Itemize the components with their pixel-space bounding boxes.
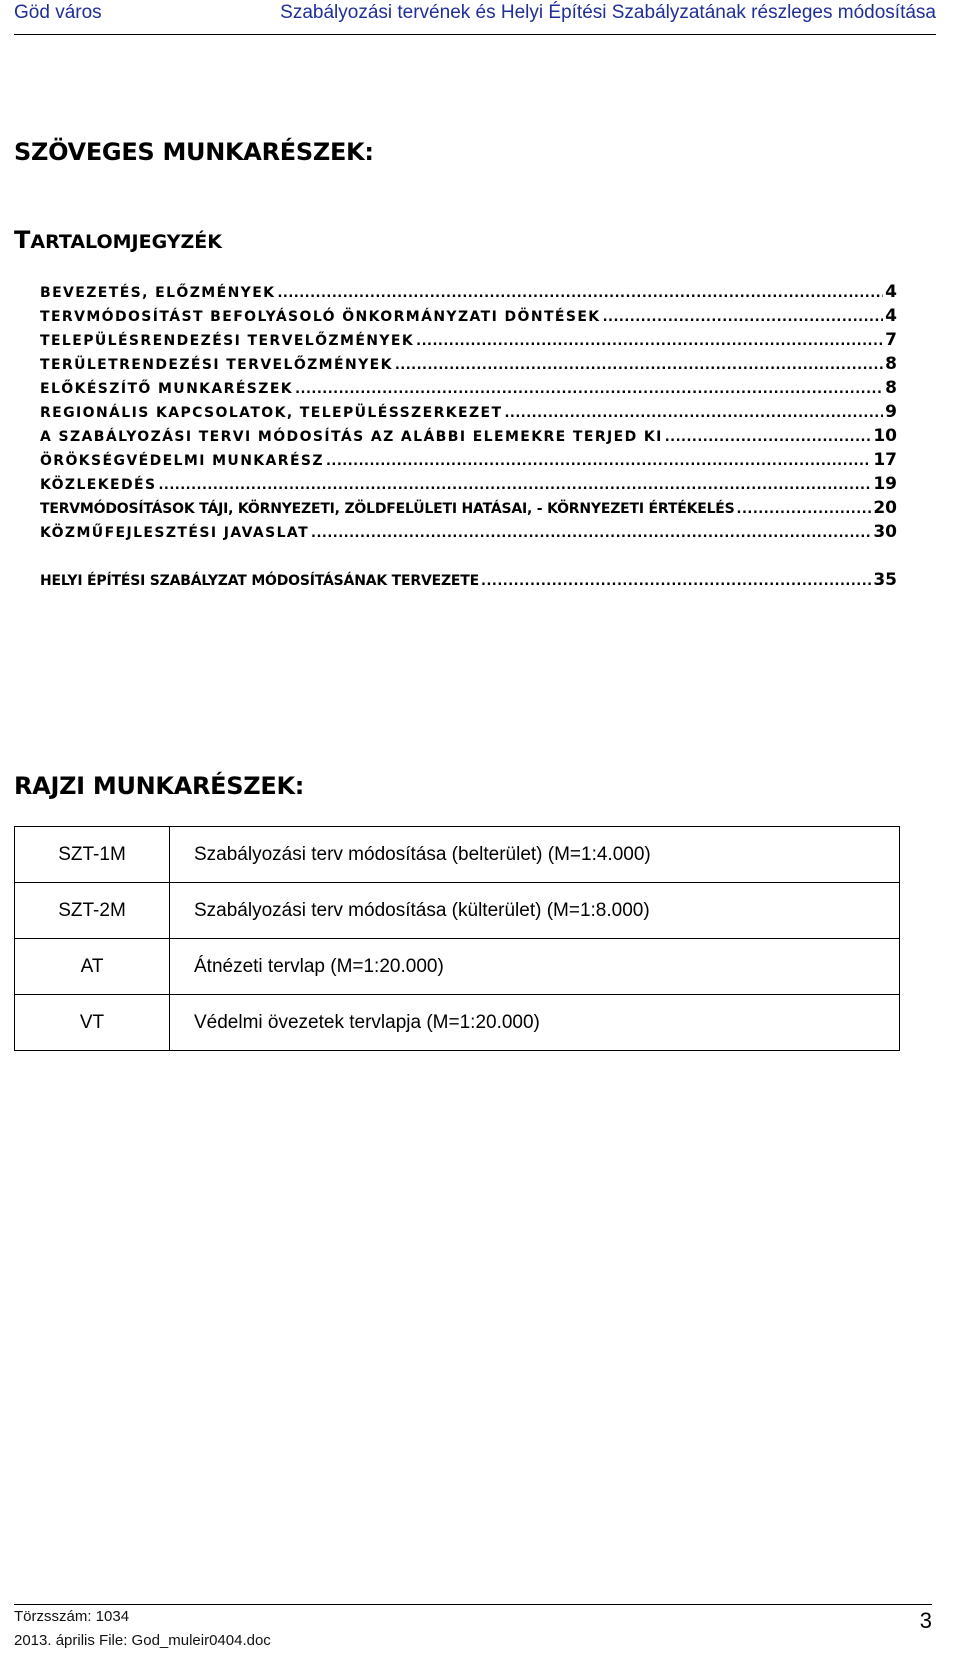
- drawing-row: [15, 995, 900, 1051]
- page-header: [14, 0, 936, 35]
- toc-entry-page: 9: [885, 402, 897, 422]
- toc-entry[interactable]: [40, 330, 897, 354]
- toc-entry-title: ÖRÖKSÉGVÉDELMI MUNKARÉSZ: [40, 453, 324, 469]
- footer-date-file: 2013. április File: God_muleir0404.doc: [14, 1632, 271, 1649]
- toc-dot-leader: [665, 430, 872, 445]
- toc-entry-title: A SZABÁLYOZÁSI TERVI MÓDOSÍTÁS AZ ALÁBBI ELEMEKRE TERJED KI: [40, 429, 663, 445]
- footer-registry-number: Törzsszám: 1034: [14, 1608, 130, 1625]
- drawing-code: AT: [15, 939, 170, 995]
- toc-dot-leader: [737, 502, 872, 517]
- toc-heading-initial: T: [14, 226, 31, 254]
- toc-entry-title: TERVMÓDOSÍTÁST BEFOLYÁSOLÓ ÖNKORMÁNYZATI DÖNTÉSEK: [40, 309, 601, 325]
- toc-entry[interactable]: [40, 570, 897, 594]
- toc-entry-page: 30: [873, 522, 897, 542]
- toc-entry-page: 4: [885, 282, 897, 302]
- drawing-code: SZT-2M: [15, 883, 170, 939]
- toc-entry-title: KÖZMŰFEJLESZTÉSI JAVASLAT: [40, 525, 310, 541]
- toc-entry[interactable]: [40, 522, 897, 546]
- toc-entry[interactable]: [40, 474, 897, 498]
- toc-entry[interactable]: [40, 426, 897, 450]
- drawing-code: SZT-1M: [15, 827, 170, 883]
- toc-entry-page: 8: [885, 378, 897, 398]
- toc-entry-page: 10: [873, 426, 897, 446]
- drawing-row: [15, 939, 900, 995]
- toc-entry-page: 7: [885, 330, 897, 350]
- toc-entry[interactable]: [40, 306, 897, 330]
- toc-entry-title: TELEPÜLÉSRENDEZÉSI TERVELŐZMÉNYEK: [40, 333, 415, 349]
- drawing-description: Védelmi övezetek tervlapja (M=1:20.000): [170, 995, 900, 1051]
- drawing-description: Szabályozási terv módosítása (külterület) (M=1:8.000): [170, 883, 900, 939]
- toc-entry-page: 20: [873, 498, 897, 518]
- toc-dot-leader: [158, 478, 871, 493]
- toc-entry[interactable]: [40, 402, 897, 426]
- toc-dot-leader: [295, 382, 883, 397]
- toc-heading-rest: ARTALOMJEGYZÉK: [30, 231, 222, 253]
- toc-dot-leader: [277, 286, 883, 301]
- toc-entry-page: 35: [873, 570, 897, 590]
- toc-dot-leader: [326, 454, 871, 469]
- toc-entry[interactable]: [40, 498, 897, 522]
- toc-heading: [14, 226, 222, 254]
- toc-entry-title: KÖZLEKEDÉS: [40, 477, 157, 493]
- toc-dot-leader: [311, 526, 871, 541]
- toc-entry[interactable]: [40, 450, 897, 474]
- toc-entry-title: REGIONÁLIS KAPCSOLATOK, TELEPÜLÉSSZERKEZET: [40, 405, 503, 421]
- toc-dot-leader: [395, 358, 883, 373]
- toc-entry[interactable]: [40, 354, 897, 378]
- page-number: 3: [919, 1608, 932, 1633]
- drawing-parts-heading: RAJZI MUNKARÉSZEK:: [14, 772, 305, 800]
- footer-divider: [14, 1604, 932, 1605]
- drawing-row: [15, 827, 900, 883]
- toc-entry-page: 4: [885, 306, 897, 326]
- toc-entry-title: ELŐKÉSZÍTŐ MUNKARÉSZEK: [40, 381, 294, 397]
- drawing-description: Szabályozási terv módosítása (belterület) (M=1:4.000): [170, 827, 900, 883]
- toc-entry-page: 17: [873, 450, 897, 470]
- header-city: Göd város: [14, 2, 102, 23]
- toc-entry[interactable]: [40, 378, 897, 402]
- toc-entry-title: BEVEZETÉS, ELŐZMÉNYEK: [40, 285, 276, 301]
- drawing-description: Átnézeti tervlap (M=1:20.000): [170, 939, 900, 995]
- toc-entry[interactable]: [40, 282, 897, 306]
- drawing-row: [15, 883, 900, 939]
- toc-dot-leader: [603, 310, 884, 325]
- toc-entry-title: TERVMÓDOSÍTÁSOK TÁJI, KÖRNYEZETI, ZÖLDFELÜLETI HATÁSAI, - KÖRNYEZETI ÉRTÉKELÉS: [40, 501, 735, 517]
- toc-entry-page: 8: [885, 354, 897, 374]
- toc-dot-leader: [416, 334, 883, 349]
- toc-dot-leader: [504, 406, 883, 421]
- toc-entry-title: HELYI ÉPÍTÉSI SZABÁLYZAT MÓDOSÍTÁSÁNAK TERVEZETE: [40, 573, 479, 589]
- header-document-title: Szabályozási tervének és Helyi Építési Szabályzatának részleges módosítása: [280, 2, 936, 23]
- text-parts-heading: SZÖVEGES MUNKARÉSZEK:: [14, 138, 374, 166]
- drawing-code: VT: [15, 995, 170, 1051]
- toc-entry-title: TERÜLETRENDEZÉSI TERVELŐZMÉNYEK: [40, 357, 393, 373]
- toc-dot-leader: [481, 574, 871, 589]
- drawings-table: [14, 826, 900, 1051]
- page-footer: [14, 1604, 932, 1654]
- toc-entry-page: 19: [873, 474, 897, 494]
